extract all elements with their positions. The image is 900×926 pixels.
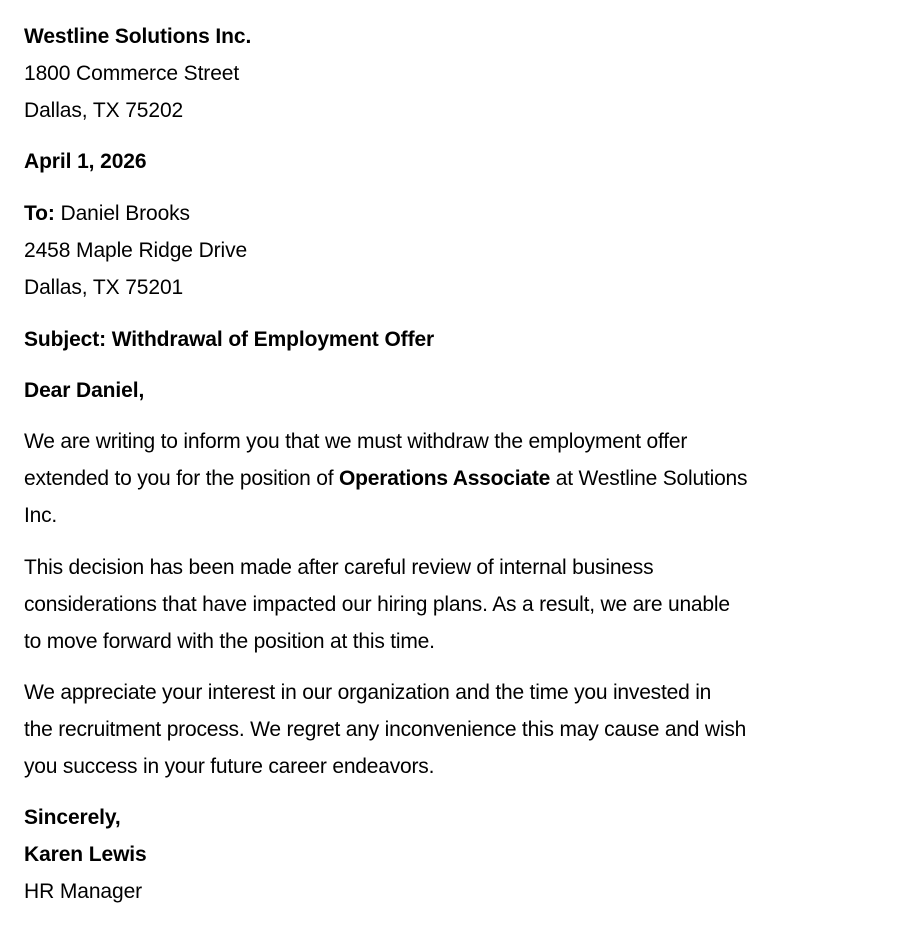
position-title: Operations Associate xyxy=(339,467,551,490)
paragraph-2 xyxy=(24,549,864,660)
subject-line: Subject: Withdrawal of Employment Offer xyxy=(24,328,435,351)
paragraph-3-line-1: We appreciate your interest in our organization and the time you invested in xyxy=(24,681,712,704)
paragraph-3-line-3: you success in your future career endeavors. xyxy=(24,755,435,778)
recipient-street: 2458 Maple Ridge Drive xyxy=(24,239,248,262)
recipient-city-state-zip: Dallas, TX 75201 xyxy=(24,276,184,299)
paragraph-1-line-3: Inc. xyxy=(24,504,58,527)
paragraph-1-text: extended to you for the position of xyxy=(24,467,340,490)
paragraph-3 xyxy=(24,674,864,785)
recipient-name-line xyxy=(24,201,190,227)
signer-name: Karen Lewis xyxy=(24,843,147,866)
paragraph-2-line-1: This decision has been made after careful review of internal business xyxy=(24,556,654,579)
closing: Sincerely, xyxy=(24,806,121,829)
paragraph-2-line-3: to move forward with the position at this time. xyxy=(24,630,435,653)
paragraph-1-line-2 xyxy=(24,460,864,497)
salutation: Dear Daniel, xyxy=(24,379,145,402)
sender-company: Westline Solutions Inc. xyxy=(24,25,252,48)
paragraph-3-line-2: the recruitment process. We regret any inconvenience this may cause and wish xyxy=(24,718,747,741)
signer-title: HR Manager xyxy=(24,880,143,903)
paragraph-1-line-1: We are writing to inform you that we must withdraw the employment offer xyxy=(24,430,688,453)
recipient-name: Daniel Brooks xyxy=(54,202,190,225)
sender-city-state-zip: Dallas, TX 75202 xyxy=(24,99,184,122)
to-label: To: xyxy=(24,202,55,225)
sender-street: 1800 Commerce Street xyxy=(24,62,240,85)
letter-date: April 1, 2026 xyxy=(24,150,147,173)
paragraph-2-line-2: considerations that have impacted our hiring plans. As a result, we are unable xyxy=(24,593,730,616)
paragraph-1 xyxy=(24,423,864,534)
paragraph-1-text-after: at Westline Solutions xyxy=(550,467,748,490)
